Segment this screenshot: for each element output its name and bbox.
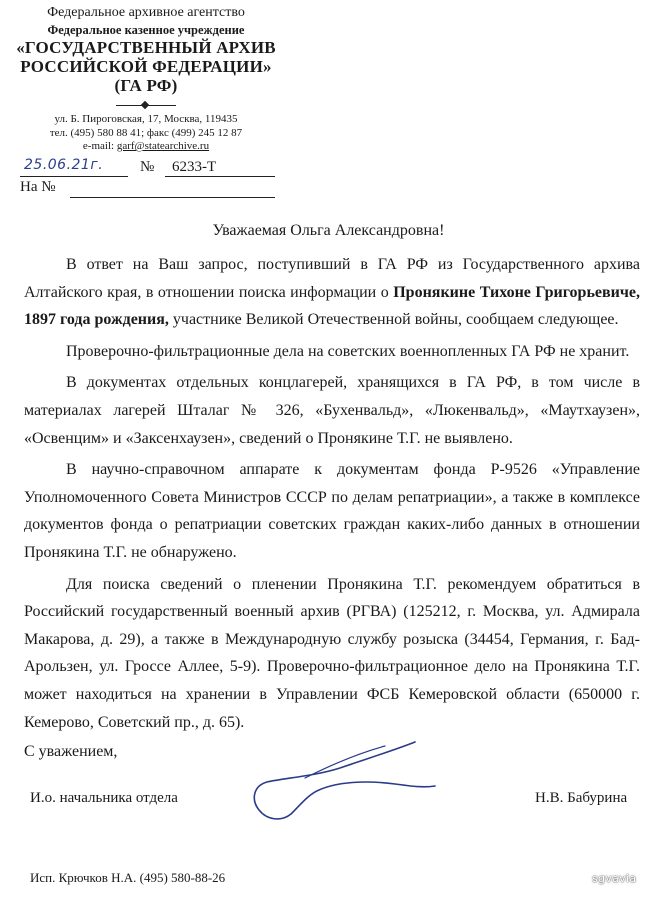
archive-name-line1: «ГОСУДАРСТВЕННЫЙ АРХИВ xyxy=(16,38,276,57)
postal-address: ул. Б. Пироговская, 17, Москва, 119435 xyxy=(54,113,238,125)
signatory-name: Н.В. Бабурина xyxy=(535,790,628,806)
archive-name-line2: РОССИЙСКОЙ ФЕДЕРАЦИИ» xyxy=(20,57,272,76)
handwritten-date: 25.06.21г. xyxy=(24,157,104,173)
paragraph-text: участнике Великой Отечественной войны, сообщаем следующее. xyxy=(168,311,619,329)
paragraph-filtration: Проверочно-фильтрационные дела на советских военнопленных ГА РФ не хранит. xyxy=(66,342,630,360)
institution-type: Федеральное казенное учреждение xyxy=(47,23,245,37)
phone-fax: тел. (495) 580 88 41; факс (499) 245 12 87 xyxy=(49,126,243,139)
email-line xyxy=(10,140,282,154)
outgoing-number: 6233-Т xyxy=(172,159,217,175)
reply-to-label: На № xyxy=(20,179,56,195)
agency-name: Федеральное архивное агентство xyxy=(47,5,245,20)
date-underline xyxy=(20,176,128,177)
watermark: sgvavia xyxy=(592,872,637,885)
executor-line: Исп. Крючков Н.А. (495) 580-88-26 xyxy=(30,870,226,885)
registration-block xyxy=(20,157,280,207)
ornament-divider xyxy=(116,101,176,109)
paragraph-camps: В документах отдельных концлагерей, хранящихся в ГА РФ, в том числе в материалах лагерей Шталаг № 326, «Бухенвальд», «Люкенвальд», «Маутхаузен», «Освенцим» и «Заксенхаузен», сведений о Пронякине Т.Г. не выявлено. xyxy=(24,374,640,447)
paragraph-request xyxy=(24,251,640,334)
paragraph-text: В ответ на Ваш запрос, поступивший в ГА РФ из Государственного архива Алтайского края, в отношении поиска информации о xyxy=(24,256,640,301)
number-sign: № xyxy=(140,159,155,175)
email-label: e-mail: xyxy=(82,140,117,152)
greeting: Уважаемая Ольга Александровна! xyxy=(212,222,445,239)
signatory-position: И.о. начальника отдела xyxy=(30,790,178,806)
archive-abbreviation: (ГА РФ) xyxy=(114,76,178,95)
person-name-bold: Пронякине Тихоне Григорьевиче, 1897 года рождения, xyxy=(24,283,641,329)
diamond-icon xyxy=(141,101,149,109)
handwritten-signature xyxy=(245,738,445,828)
paragraph-recommendation: Для поиска сведений о пленении Пронякина Т.Г. рекомендуем обратиться в Российский государственный военный архив (РГВА) (125212, г. Москва, ул. Адмирала Макарова, д. 29), а также в Международную службу розыска (34454, Германия, г. Бад-Арользен, ул. Гроссе Аллее, 5-9). Проверочно-фильтрационное дело на Пронякина Т.Г. может находиться на хранении в Управлении ФСБ Кемеровской области (650000 г. Кемерово, Советский пр., д. 65). xyxy=(24,575,640,731)
number-underline xyxy=(165,176,275,177)
email-link[interactable]: garf@statearchive.ru xyxy=(116,140,210,152)
reply-to-underline xyxy=(70,197,275,198)
closing-phrase: С уважением, xyxy=(24,743,118,760)
letter-body xyxy=(24,251,640,740)
paragraph-repatriation: В научно-справочном аппарате к документам фонда Р-9526 «Управление Уполномоченного Совета Министров СССР по делам репатриации», а также в комплексе документов фонда о репатриации советских граждан каких-либо данных в отношении Пронякина Т.Г. не обнаружено. xyxy=(24,461,640,561)
letterhead xyxy=(10,4,282,154)
